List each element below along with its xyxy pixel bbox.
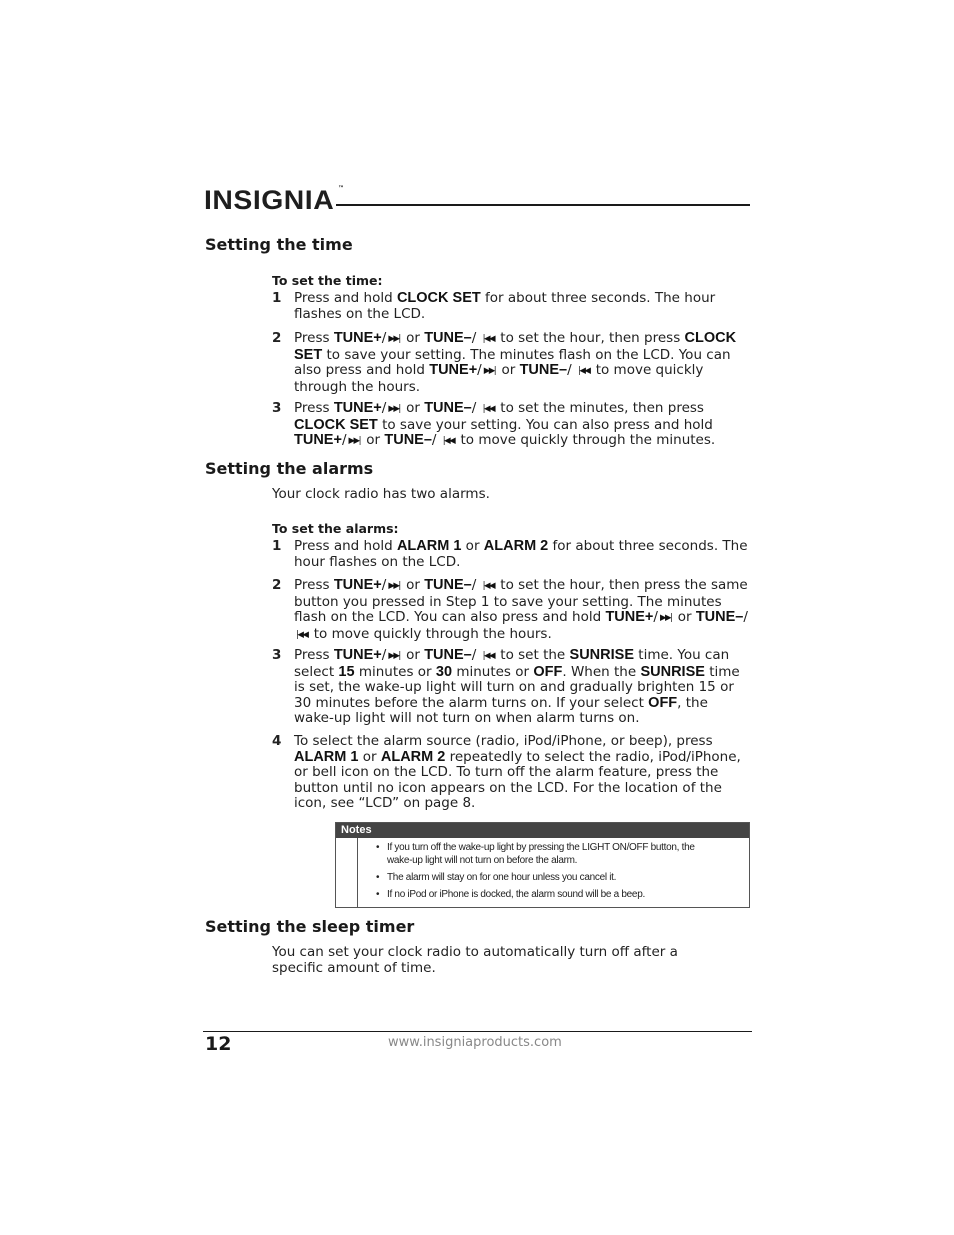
note-item: • The alarm will stay on for one hour unless you cancel it.: [376, 871, 706, 884]
notes-content: [357, 838, 749, 907]
heading-setting-time: Setting the time: [205, 235, 353, 254]
alarm-step-4: 4 To select the alarm source (radio, iPod/iPhone, or beep), press ALARM 1 or ALARM 2 repeatedly to select the radio, iPod/iPhone, or bell icon on the LCD. To turn off the alarm feature, press the button until no icon appears on the LCD. For the location of the icon, see “LCD” on page 8.: [272, 733, 741, 812]
skip-back-icon: |◀◀: [442, 436, 455, 447]
page-number: 12: [205, 1033, 232, 1055]
skip-back-icon: |◀◀: [577, 366, 590, 377]
logo-text: INSIGNIA: [204, 185, 335, 215]
subheading-set-alarms: To set the alarms:: [272, 521, 399, 536]
footer-url[interactable]: www.insigniaproducts.com: [388, 1035, 562, 1050]
note-item: • If you turn off the wake-up light by pressing the LIGHT ON/OFF button, the wake-up light will not turn on before the alarm.: [376, 841, 706, 867]
skip-forward-icon: ▶▶|: [388, 334, 400, 344]
notes-list: [376, 841, 706, 905]
header-rule: [336, 204, 750, 206]
skip-forward-icon: ▶▶|: [483, 366, 496, 377]
step-number: 1: [272, 538, 282, 554]
notes-title: Notes: [336, 823, 749, 838]
step-number: 3: [272, 647, 282, 663]
logo-trademark: ™: [338, 185, 345, 192]
subheading-set-time: To set the time:: [272, 273, 383, 288]
skip-forward-icon: ▶▶|: [388, 404, 400, 414]
skip-back-icon: |◀◀: [296, 629, 308, 640]
alarm-step-3: 3 Press TUNE+/ ▶▶| or TUNE–/ |◀◀ to set the SUNRISE time. You can select 15 minutes or 30 minutes or OFF. When the SUNRISE time is set, the wake-up light will turn on and gradually brighten 15 or 30 minutes before the alarm turns on. If your select OFF, the wake-up light will not turn on when alarm turns on.: [272, 647, 740, 727]
footer-rule: [203, 1031, 752, 1032]
step-number: 3: [272, 400, 282, 416]
skip-back-icon: |◀◀: [482, 651, 495, 661]
step-number: 2: [272, 330, 282, 346]
skip-forward-icon: ▶▶|: [388, 581, 400, 591]
skip-forward-icon: ▶▶|: [348, 436, 360, 447]
skip-back-icon: |◀◀: [482, 404, 495, 414]
note-item: • If no iPod or iPhone is docked, the alarm sound will be a beep.: [376, 888, 706, 901]
sleep-timer-body: You can set your clock radio to automatically turn off after a specific amount of time.: [272, 944, 678, 976]
heading-setting-alarms: Setting the alarms: [205, 459, 374, 478]
skip-back-icon: |◀◀: [482, 334, 495, 344]
step-number: 4: [272, 733, 282, 749]
step-number: 1: [272, 290, 282, 306]
notes-box: [335, 822, 750, 908]
time-step-3: 3 Press TUNE+/ ▶▶| or TUNE–/ |◀◀ to set the minutes, then press CLOCK SET to save your setting. You can also press and hold TUNE+/ ▶▶| or TUNE–/ |◀◀ to move quickly through the minutes.: [272, 400, 716, 449]
time-step-1: 1 Press and hold CLOCK SET for about three seconds. The hour flashes on the LCD.: [272, 290, 716, 322]
skip-back-icon: |◀◀: [482, 581, 495, 591]
time-step-2: 2 Press TUNE+/ ▶▶| or TUNE–/ |◀◀ to set the hour, then press CLOCK SET to save your setting. The minutes flash on the LCD. You can also press and hold TUNE+/ ▶▶| or TUNE–/ |◀◀ to move quickly through the hours.: [272, 330, 737, 395]
insignia-logo: [204, 178, 344, 214]
step-number: 2: [272, 577, 282, 593]
alarms-intro: Your clock radio has two alarms.: [272, 486, 490, 502]
skip-forward-icon: ▶▶|: [659, 613, 672, 624]
skip-forward-icon: ▶▶|: [388, 651, 400, 661]
alarm-step-2: 2 Press TUNE+/ ▶▶| or TUNE–/ |◀◀ to set the hour, then press the same button you pressed in Step 1 to save your setting. The minutes flash on the LCD. You can also press and hold TUNE+/ ▶▶| or TUNE–/ |◀◀ to move quickly through the hours.: [272, 577, 748, 642]
alarm-step-1: 1 Press and hold ALARM 1 or ALARM 2 for about three seconds. The hour flashes on the LCD.: [272, 538, 748, 570]
heading-setting-sleep-timer: Setting the sleep timer: [205, 917, 415, 936]
